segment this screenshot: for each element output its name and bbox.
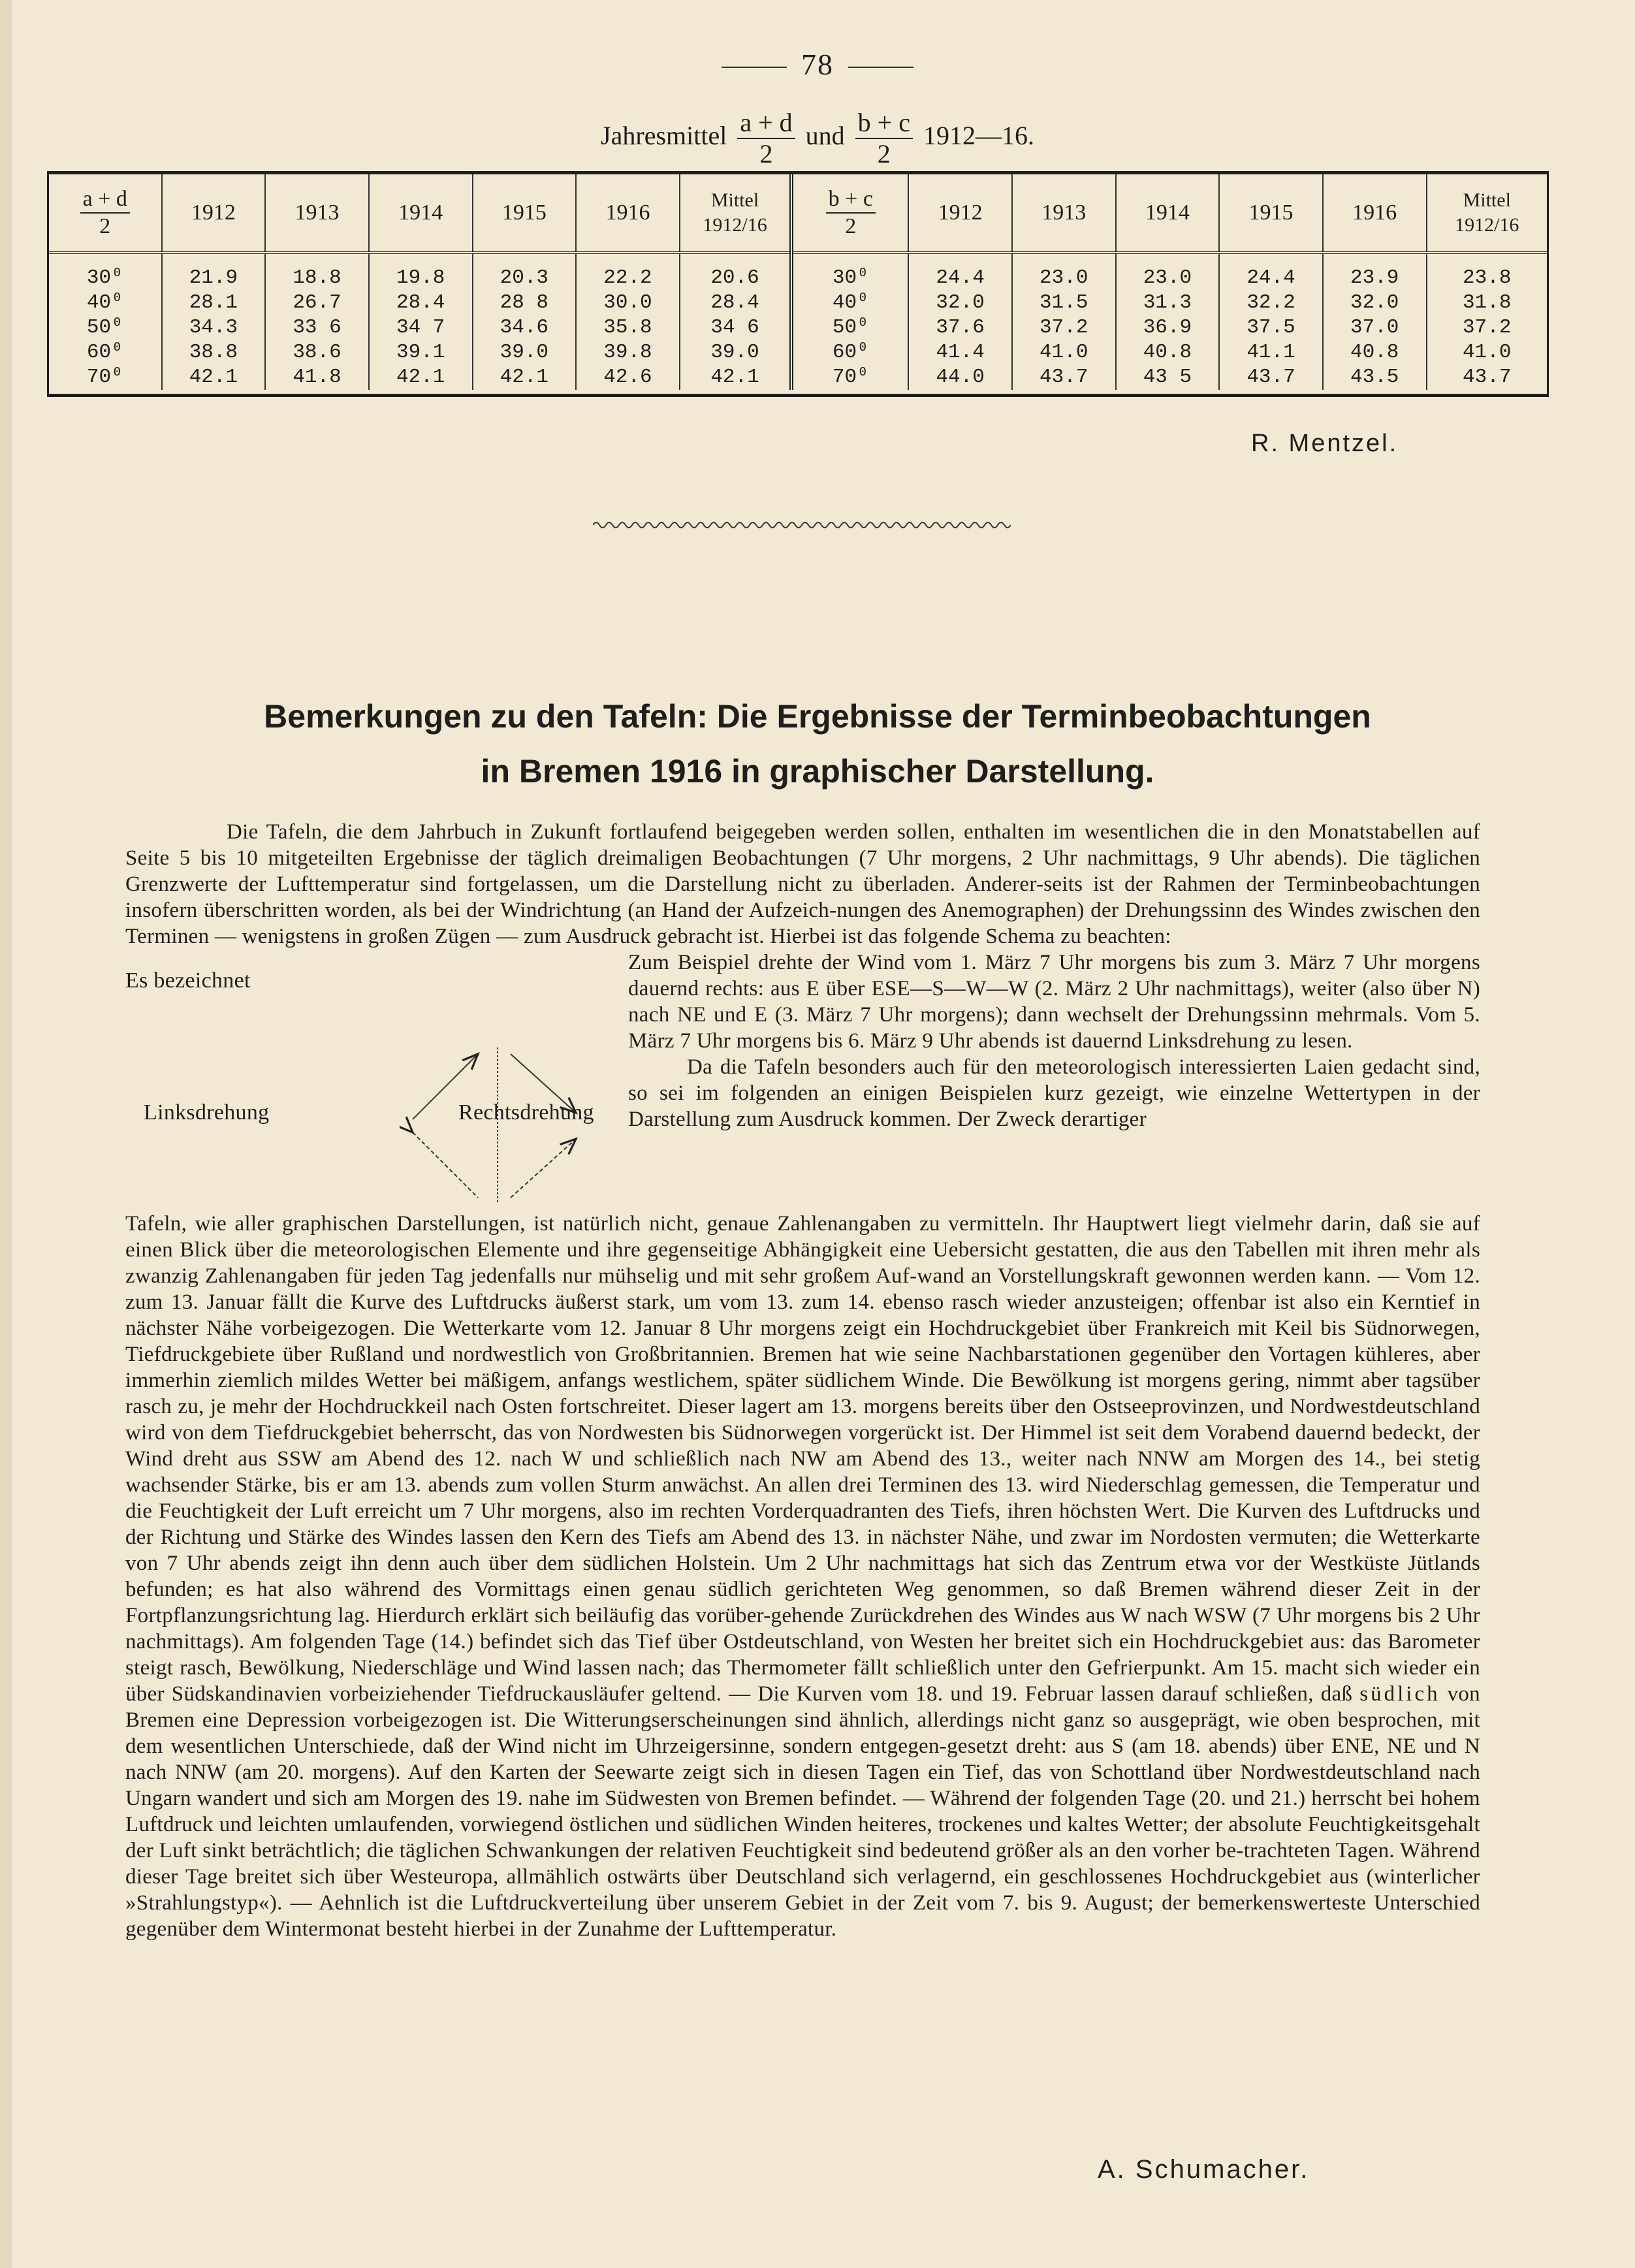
author-mentzel: R. Mentzel.: [1251, 430, 1399, 457]
table-cell: 31.5: [1012, 291, 1116, 315]
table-cell: 31.3: [1116, 291, 1220, 315]
table-cell: 43.7: [1219, 365, 1323, 390]
table-cell: 18.8: [265, 253, 369, 291]
header-a-plus-d: $\frac{a + d}{2}$: [49, 174, 162, 253]
table-cell: 41.0: [1012, 340, 1116, 365]
header-year: 1914: [369, 174, 473, 253]
schema-side-text: [628, 950, 1480, 1211]
caption-fraction-bc: $\frac{b + c}{2}$: [855, 110, 913, 167]
schema-row: [125, 950, 1480, 1211]
table-cell: 24.4: [908, 253, 1012, 291]
table-cell: 40⁰: [791, 291, 908, 315]
table-cell: 34 6: [680, 315, 792, 340]
table-row: [49, 340, 1547, 365]
header-year: 1913: [1012, 174, 1116, 253]
schema-rechtsdrehung: Rechtsdrehung: [458, 1100, 594, 1125]
schema-linksdrehung: Linksdrehung: [144, 1100, 270, 1125]
table-cell: 41.0: [1463, 341, 1512, 364]
table-cell: 37.2: [1012, 315, 1116, 340]
table-cell: 41.4: [908, 340, 1012, 365]
table-cell: 19.8: [369, 253, 473, 291]
table-cell: 41.8: [265, 365, 369, 390]
header-year: 1914: [1116, 174, 1220, 253]
table-cell: 31.8: [1463, 291, 1512, 314]
table-cell: 43.7: [1012, 365, 1116, 390]
header-b-plus-c: $\frac{b + c}{2}$: [791, 174, 908, 253]
table-cell: 34.3: [162, 315, 266, 340]
table-cell: 33 6: [265, 315, 369, 340]
table-cell: 28 8: [473, 291, 577, 315]
page-number: 78: [0, 47, 1635, 82]
table-cell: 39.0: [473, 340, 577, 365]
table-cell: 42.1: [369, 365, 473, 390]
body-text: [125, 819, 1480, 1942]
table-cell: 40.8: [1116, 340, 1220, 365]
table-cell: 28.1: [162, 291, 266, 315]
table-header-row: [49, 174, 1547, 253]
table-cell: 35.8: [576, 315, 680, 340]
paragraph-intro: Die Tafeln, die dem Jahrbuch in Zukunft fortlaufend beigegeben werden sollen, enthalten im wesentlichen die in den Monatstabellen auf Seite 5 bis 10 mitgeteilten Ergebnisse der täglich dreimaligen Beobachtungen (7 Uhr morgens, 2 Uhr nachmittags, 9 Uhr abends). Die täglichen Grenzwerte der Lufttemperatur sind fortgelassen, um die Darstellung nicht zu überladen. Anderer-seits ist der Rahmen der Terminbeobachtungen insofern überschritten worden, als bei der Windrichtung (an Hand der Aufzeich-nungen des Anemographen) der Drehungssinn des Windes zwischen den Terminen — wenigstens in großen Zügen — zum Ausdruck gebracht ist. Hierbei ist das folgende Schema zu beachten:: [125, 820, 1480, 948]
table-cell: 39.1: [369, 340, 473, 365]
table-cell: 20.6: [680, 253, 792, 291]
table-cell: 40.8: [1323, 340, 1427, 365]
paragraph-wettertypen: Tafeln, wie aller graphischen Darstellungen, ist natürlich nicht, genaue Zahlenangaben zu vermitteln. Ihr Hauptwert liegt vielmehr darin, daß sie auf einen Blick über die meteorologischen Elemente und ihre gegenseitige Abhängigkeit eine Uebersicht gestatten, die aus den Tabellen mit ihren mehr als zwanzig Zahlenangaben für jeden Tag jedenfalls nur mühselig und mit sehr großem Auf-wand an Vorstellungskraft gewonnen werden kann. — Vom 12. zum 13. Januar fällt die Kurve des Luftdrucks äußerst stark, um vom 13. zum 14. ebenso rasch wieder anzusteigen; offenbar ist also ein Kerntief in nächster Nähe vorbeigezogen. Die Wetterkarte vom 12. Januar 8 Uhr morgens zeigt ein Hochdruckgebiet über Frankreich mit Keil bis Südnorwegen, Tiefdruckgebiete über Rußland und nordwestlich von Großbritannien. Bremen hat wie seine Nachbarstationen gegenüber den Vortagen kühleres, aber immerhin ziemlich mildes Wetter bei mäßigem, anfangs westlichem, später südlichem Winde. Die Bewölkung ist morgens gering, nimmt aber tagsüber rasch zu, je mehr der Hochdruckkeil nach Osten fortschreitet. Dieser lagert am 13. morgens bereits über den Ostseeprovinzen, und Nordwestdeutschland wird von dem Tiefdruckgebiet beherrscht, das von Nordwesten bis Südnorwegen vorgerückt ist. Der Himmel ist seit dem Vorabend dauernd bedeckt, der Wind dreht aus SSW am Abend des 12. nach W und schließlich nach NW am Abend des 13., weiter nach NNW am Morgen des 14., bei stetig wachsender Stärke, bis er am 13. abends zum vollen Sturm anwächst. An allen drei Terminen des 13. wird Niederschlag gemessen, die Temperatur und die Feuchtigkeit der Luft erreicht um 7 Uhr morgens, also im rechten Vorderquadranten des Tiefs, ihren höchsten Wert. Die Kurven des Luftdrucks und der Richtung und Stärke des Windes lassen den Kern des Tiefs am Abend des 13. in nächster Nähe, und zwar im Nordosten vermuten; die Wetterkarte von 7 Uhr abends zeigt ihn denn auch über dem südlichen Holstein. Um 2 Uhr nachmittags hat sich das Zentrum etwa vor der Westküste Jütlands befunden; es hat also während des Vormittags einen genau südlich gerichteten Weg genommen, so daß Bremen während dieser Zeit in der Fortpflanzungsrichtung lag. Hierdurch erklärt sich beiläufig das vorüber-gehende Zurückdrehen des Windes aus W nach WSW (7 Uhr morgens bis 2 Uhr nachmittags). Am folgenden Tage (14.) befindet sich das Tief über Ostdeutschland, von Westen her breitet sich ein Hochdruckgebiet aus: das Barometer steigt rasch, Bewölkung, Niederschläge und Wind lassen nach; das Thermometer fällt schließlich unter den Gefrierpunkt. Am 15. macht sich wieder ein über Südskandinavien vorbeiziehender Tiefdruckausläufer geltend. — Die Kurven vom 18. und 19. Februar lassen darauf schließen, daß südlich von Bremen eine Depression vorbeigezogen ist. Die Witterungserscheinungen sind ähnlich, allerdings nicht ganz so ausgeprägt, wie oben besprochen, mit dem wesentlichen Unterschiede, daß der Wind nicht im Uhrzeigersinne, sondern entgegen-gesetzt dreht: aus S (am 18. abends) über ENE, NE und N nach NNW (am 20. morgens). Auf den Karten der Seewarte zeigt sich in diesen Tagen ein Tief, das von Schottland über Nordwestdeutschland nach Ungarn wandert und sich am Morgen des 19. nahe im Südwesten von Bremen befindet. — Während der folgenden Tage (20. und 21.) herrscht bei hohem Luftdruck und leichten umlaufenden, vorwiegend östlichen und südlichen Winden heiteres, trockenes und kaltes Wetter; der absolute Feuchtigkeitsgehalt der Luft sinkt beträchtlich; die täglichen Schwankungen der relativen Feuchtigkeit sind bedeutend größer als an den vorher be-trachteten Tagen. Während dieser Tage breitet sich über Westeuropa, allmählich ostwärts über Deutschland sich verlagernd, ein geschlossenes Hochdruckgebiet aus (winterlicher »Strahlungstyp«). — Aehnlich ist die Luftdruckverteilung über unserem Gebiet in der Zeit vom 7. bis 9. August; der bemerkenswerteste Unterschied gegenüber dem Wintermonat besteht hierbei in der Zunahme der Lufttemperatur.: [125, 1212, 1480, 1941]
table-cell: 32.2: [1219, 291, 1323, 315]
table-caption: Jahresmittel $\frac{a + d}{2}$ und $\frac{b + c}{2}$ 1912—16.: [601, 108, 1034, 168]
table-cell: 24.4: [1219, 253, 1323, 291]
table-cell: 38.6: [265, 340, 369, 365]
header-year: 1916: [576, 174, 680, 253]
table-cell: 23.8: [1463, 266, 1512, 289]
table-cell: 42.6: [576, 365, 680, 390]
table-row: [49, 253, 1547, 291]
table-cell: 37.6: [908, 315, 1012, 340]
table-cell: 44.0: [908, 365, 1012, 390]
header-year: 1912: [162, 174, 266, 253]
annual-mean-table: [47, 171, 1549, 397]
table-cell: 30⁰: [49, 253, 162, 291]
paragraph-wettertypen-intro: Da die Tafeln besonders auch für den meteorologisch interessierten Laien gedacht sind, so sei im folgenden an einigen Beispielen kurz gezeigt, wie einzelne Wettertypen in der Darstellung zum Ausdruck kommen. Der Zweck derartiger: [628, 1055, 1480, 1131]
section-heading: [0, 689, 1635, 799]
table-cell: 28.4: [369, 291, 473, 315]
table-cell: 37.0: [1323, 315, 1427, 340]
wavy-divider: [593, 519, 1011, 532]
table-cell: 23.0: [1012, 253, 1116, 291]
table-cell: 70⁰: [791, 365, 908, 390]
heading-line-1: Bemerkungen zu den Tafeln: Die Ergebnisse der Terminbeobachtungen: [264, 698, 1371, 735]
table-cell: 34.6: [473, 315, 577, 340]
table-cell: 34 7: [369, 315, 473, 340]
header-year: 1915: [473, 174, 577, 253]
header-mittel: Mittel 1912/16: [680, 174, 792, 253]
header-year: 1916: [1323, 174, 1427, 253]
table-cell: 43 5: [1116, 365, 1220, 390]
table-row: [49, 315, 1547, 340]
table-cell: 70⁰: [49, 365, 162, 390]
table-cell: 36.9: [1116, 315, 1220, 340]
header-year: 1915: [1219, 174, 1323, 253]
table-cell: 42.1: [473, 365, 577, 390]
table-row: [49, 365, 1547, 390]
table-cell: 20.3: [473, 253, 577, 291]
table-cell: 23.0: [1116, 253, 1220, 291]
table-cell: 28.4: [680, 291, 792, 315]
table-cell: 37.5: [1219, 315, 1323, 340]
table-cell: 40⁰: [49, 291, 162, 315]
table-cell: 21.9: [162, 253, 266, 291]
table-cell: 30⁰: [791, 253, 908, 291]
header-year: 1913: [265, 174, 369, 253]
table-cell: 43.7: [1463, 366, 1512, 389]
table-cell: 26.7: [265, 291, 369, 315]
table-cell: 50⁰: [791, 315, 908, 340]
table-cell: 60⁰: [49, 340, 162, 365]
table-cell: 30.0: [576, 291, 680, 315]
paragraph-example: Zum Beispiel drehte der Wind vom 1. März 7 Uhr morgens bis zum 3. März 7 Uhr morgens dauernd rechts: aus E über ESE—S—W—W (2. März 2 Uhr nachmittags), weiter (also über N) nach NE und E (3. März 7 Uhr morgens); dann wechselt der Drehungssinn mehrmals. Vom 5. März 7 Uhr morgens bis 6. März 9 Uhr abends ist dauernd Linksdrehung zu lesen.: [628, 951, 1480, 1053]
schema-arrows-icon: [400, 1034, 595, 1211]
table-cell: 23.9: [1323, 253, 1427, 291]
table-cell: 32.0: [1323, 291, 1427, 315]
schema-es-bezeichnet: Es bezeichnet: [125, 968, 251, 993]
table-cell: 22.2: [576, 253, 680, 291]
table-cell: 42.1: [162, 365, 266, 390]
table-cell: 39.8: [576, 340, 680, 365]
header-year: 1912: [908, 174, 1012, 253]
table-cell: 43.5: [1323, 365, 1427, 390]
page-edge: [0, 0, 12, 2268]
table-row: [49, 291, 1547, 315]
table-cell: 42.1: [680, 365, 792, 390]
author-schumacher: A. Schumacher.: [1098, 2155, 1310, 2184]
table-cell: 37.2: [1463, 316, 1512, 339]
table-cell: 60⁰: [791, 340, 908, 365]
table-cell: 39.0: [680, 340, 792, 365]
table-cell: 50⁰: [49, 315, 162, 340]
rotation-schema: [125, 950, 628, 1211]
table-cell: 38.8: [162, 340, 266, 365]
table-cell: 41.1: [1219, 340, 1323, 365]
table-cell: 32.0: [908, 291, 1012, 315]
caption-fraction-ad: $\frac{a + d}{2}$: [737, 110, 795, 167]
header-mittel: Mittel 1912/16: [1427, 174, 1548, 253]
heading-line-2: in Bremen 1916 in graphischer Darstellung.: [481, 753, 1154, 790]
